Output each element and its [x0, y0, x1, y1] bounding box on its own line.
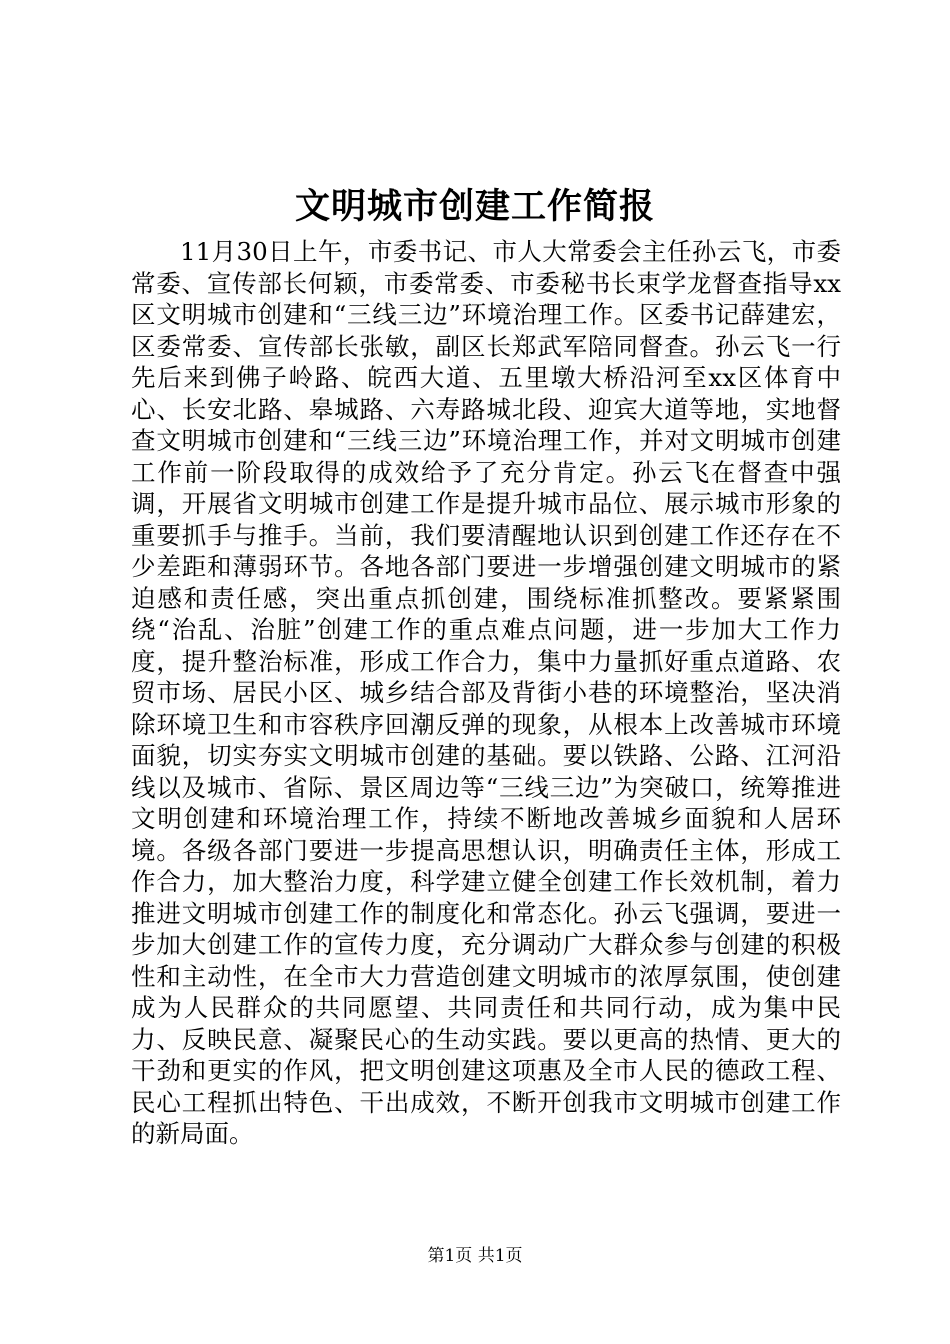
page-number-footer: 第1页 共1页: [427, 1246, 523, 1266]
body-paragraph: 11月30日上午，市委书记、市人大常委会主任孙云飞，市委常委、宣传部长何颖，市委常委、市委秘书长束学龙督查指导xx区文明城市创建和“三线三边”环境治理工作。区委书记薛建宏，区委常委、宣传部长张敏，副区长郑武军陪同督查。孙云飞一行先后来到佛子岭路、皖西大道、五里墩大桥沿河至xx区体育中心、长安北路、皋城路、六寿路城北段、迎宾大道等地，实地督查文明城市创建和“三线三边”环境治理工作，并对文明城市创建工作前一阶段取得的成效给予了充分肯定。孙云飞在督查中强调，开展省文明城市创建工作是提升城市品位、展示城市形象的重要抓手与推手。当前，我们要清醒地认识到创建工作还存在不少差距和薄弱环节。各地各部门要进一步增强创建文明城市的紧迫感和责任感，突出重点抓创建，围绕标准抓整改。要紧紧围绕“治乱、治脏”创建工作的重点难点问题，进一步加大工作力度，提升整治标准，形成工作合力，集中力量抓好重点道路、农贸市场、居民小区、城乡结合部及背街小巷的环境整治，坚决消除环境卫生和市容秩序回潮反弹的现象，从根本上改善城市环境面貌，切实夯实文明城市创建的基础。要以铁路、公路、江河沿线以及城市、省际、景区周边等“三线三边”为突破口，统筹推进文明创建和环境治理工作，持续不断地改善城乡面貌和人居环境。各级各部门要进一步提高思想认识，明确责任主体，形成工作合力，加大整治力度，科学建立健全创建工作长效机制，着力推进文明城市创建工作的制度化和常态化。孙云飞强调，要进一步加大创建工作的宣传力度，充分调动广大群众参与创建的积极性和主动性，在全市大力营造创建文明城市的浓厚氛围，使创建成为人民群众的共同愿望、共同责任和共同行动，成为集中民力、反映民意、凝聚民心的生动实践。要以更高的热情、更大的干劲和更实的作风，把文明创建这项惠及全市人民的德政工程、民心工程抓出特色、干出成效，不断开创我市文明城市创建工作的新局面。: [131, 237, 841, 1148]
document-title: 文明城市创建工作简报: [294, 186, 655, 227]
